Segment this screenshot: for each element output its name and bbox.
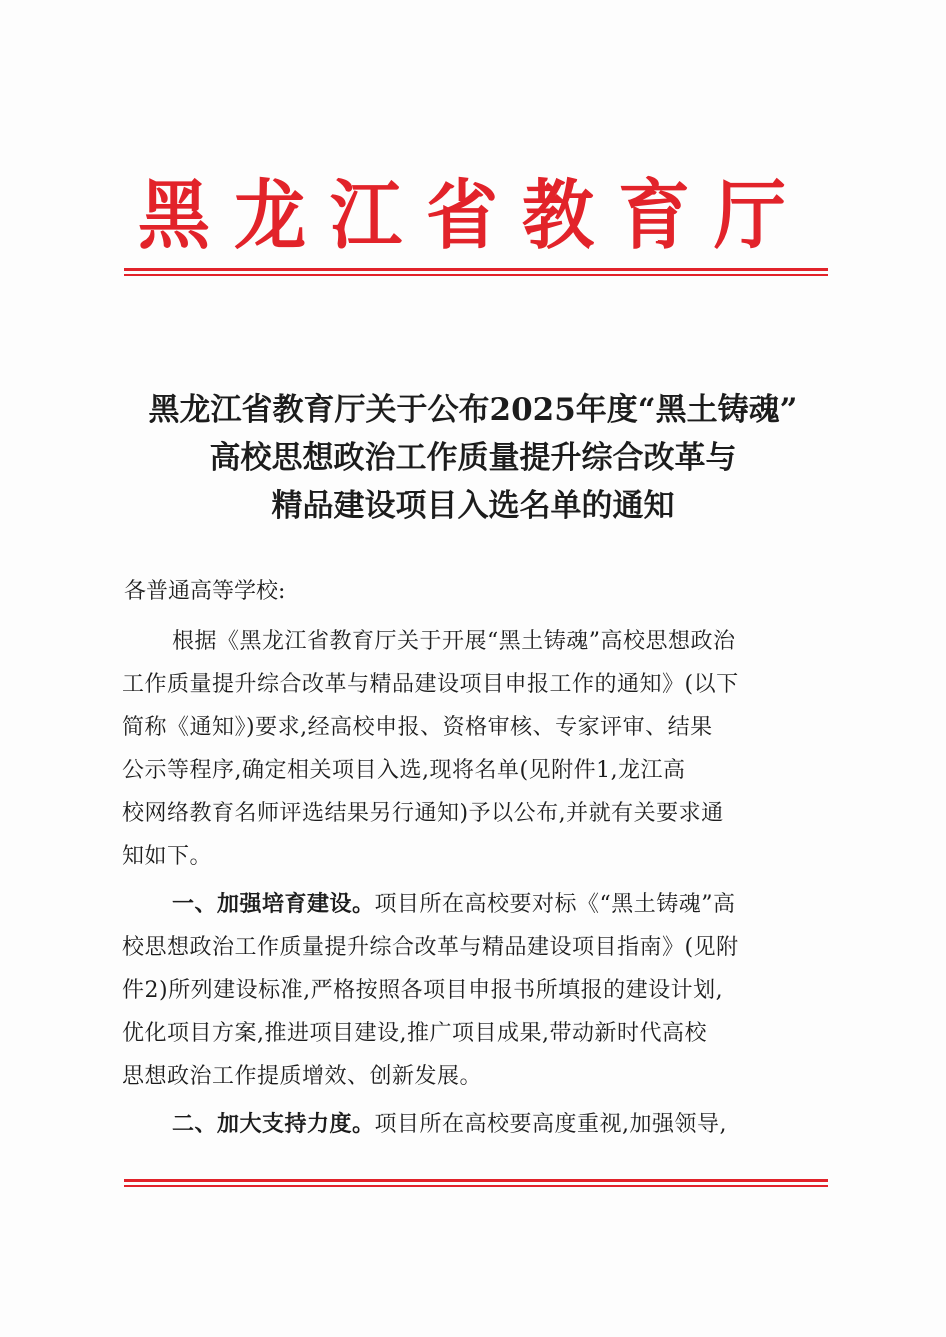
section-1-first-line: 项目所在高校要对标《“黑土铸魂”高 bbox=[374, 892, 736, 917]
text-line: 校网络教育名师评选结果另行通知)予以公布,并就有关要求通 bbox=[122, 801, 724, 826]
salutation: 各普通高等学校: bbox=[124, 579, 286, 604]
document-title bbox=[112, 386, 834, 530]
footer-red-rule-thin bbox=[124, 1185, 828, 1187]
text-line: 工作质量提升综合改革与精品建设项目申报工作的通知》(以下 bbox=[122, 672, 739, 697]
text-line: 知如下。 bbox=[122, 844, 213, 869]
paragraph-section-2 bbox=[122, 1103, 828, 1146]
text-line: 校思想政治工作质量提升综合改革与精品建设项目指南》(见附 bbox=[122, 935, 739, 960]
section-2-heading: 二、加大支持力度。 bbox=[172, 1112, 375, 1137]
text-line bbox=[122, 883, 828, 926]
text-line: 简称《通知》)要求,经高校申报、资格审核、专家评审、结果 bbox=[122, 715, 713, 740]
text-line: 公示等程序,确定相关项目入选,现将名单(见附件1,龙江高 bbox=[122, 758, 686, 783]
section-1-heading: 一、加强培育建设。 bbox=[172, 892, 375, 917]
section-2-first-line: 项目所在高校要高度重视,加强领导, bbox=[374, 1112, 728, 1137]
paragraph-section-1 bbox=[122, 883, 828, 1098]
text-line: 思想政治工作提质增效、创新发展。 bbox=[122, 1064, 483, 1089]
title-line-3: 精品建设项目入选名单的通知 bbox=[271, 488, 675, 524]
letterhead-org-name: 黑龙江省教育厅 bbox=[137, 170, 810, 260]
document-body bbox=[122, 620, 828, 1151]
text-line: 根据《黑龙江省教育厅关于开展“黑土铸魂”高校思想政治 bbox=[172, 629, 736, 654]
letterhead-red-rule bbox=[124, 268, 828, 271]
title-line-1: 黑龙江省教育厅关于公布2025年度“黑土铸魂” bbox=[148, 392, 798, 428]
letterhead-red-rule-thin bbox=[124, 274, 828, 276]
text-line: 件2)所列建设标准,严格按照各项目申报书所填报的建设计划, bbox=[122, 978, 724, 1003]
text-line bbox=[122, 1103, 828, 1146]
title-line-2: 高校思想政治工作质量提升综合改革与 bbox=[209, 440, 737, 476]
footer-red-rule bbox=[124, 1179, 828, 1182]
text-line: 优化项目方案,推进项目建设,推广项目成果,带动新时代高校 bbox=[122, 1021, 707, 1046]
paragraph-intro bbox=[122, 620, 828, 878]
